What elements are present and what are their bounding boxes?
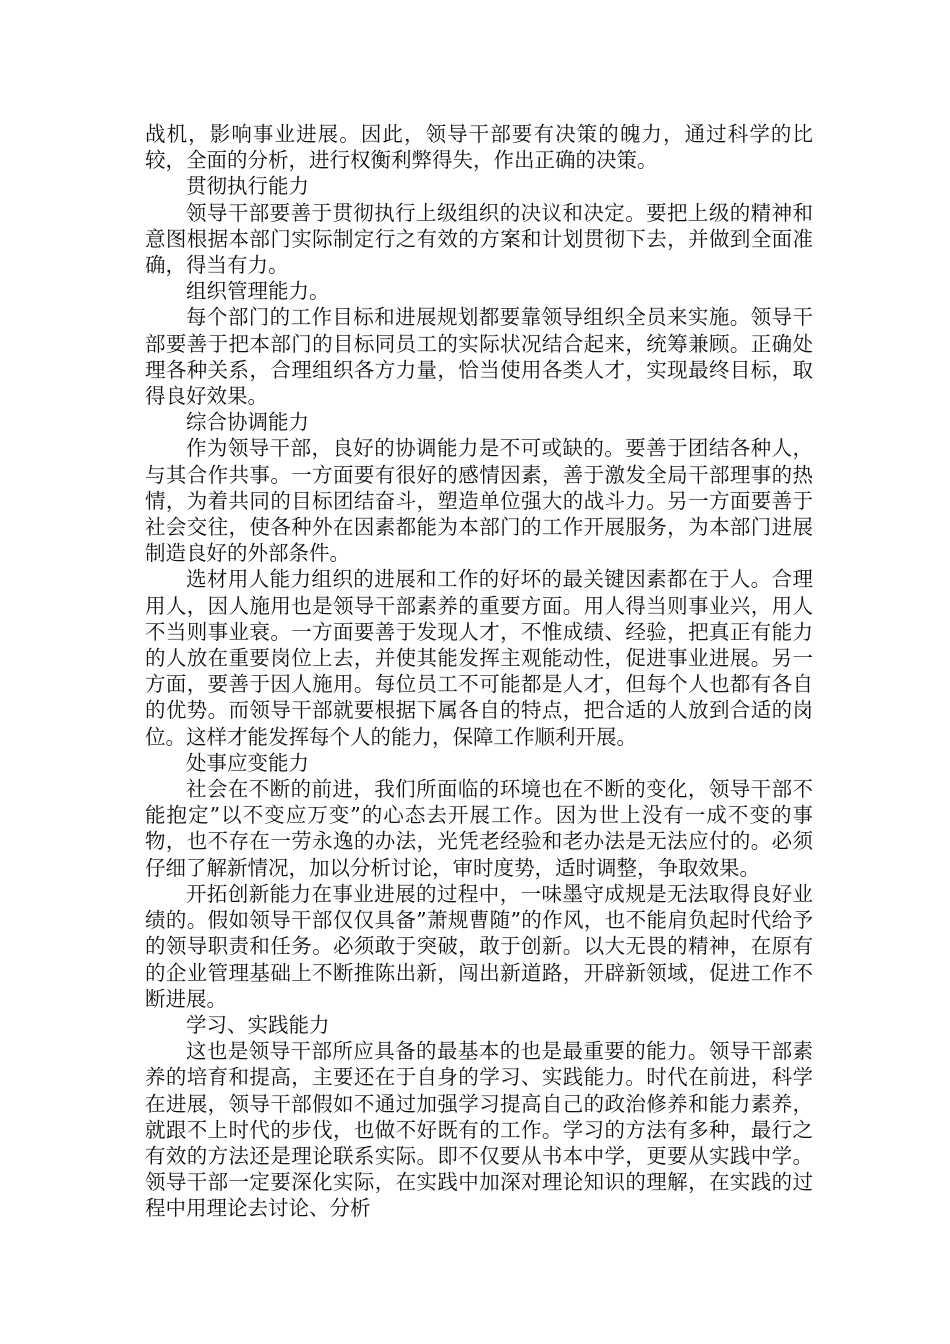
section-heading-adaptability: 处事应变能力 [186,750,309,775]
paragraph-learning: 这也是领导干部所应具备的最基本的也是最重要的能力。领导干部素养的培育和提高，主要还在于自身的学习、实践能力。时代在前进，科学在进展，领导干部假如不通过加强学习提高自己的政治修养和能力素养，就跟不上时代的步伐，也做不好既有的工作。学习的方法有多种，最行之有效的方法还是理论联系实际。即不仅要从书本中学，更要从实践中学。领导干部一定要深化实际，在实践中加深对理论知识的理解，在实践的过程中用理论去讨论、分析 [145,1039,813,1221]
paragraph-coordination: 作为领导干部，良好的协调能力是不可或缺的。要善于团结各种人，与其合作共事。一方面要有很好的感情因素，善于激发全局干部理事的热情，为着共同的目标团结奋斗，塑造单位强大的战斗力。另一方面要善于社会交往，使各种外在因素都能为本部门的工作开展服务，为本部门进展制造良好的外部条件。 [145,436,813,566]
paragraph-decision-continued: 战机，影响事业进展。因此，领导干部要有决策的魄力，通过科学的比较，全面的分析，进行权衡利弊得失，作出正确的决策。 [145,122,813,173]
paragraph-management: 每个部门的工作目标和进展规划都要靠领导组织全员来实施。领导干部要善于把本部门的目标同员工的实际状况结合起来，统筹兼顾。正确处理各种关系，合理组织各方力量，恰当使用各类人才，实现最终目标，取得良好效果。 [145,305,813,409]
paragraph-adaptability: 社会在不断的前进，我们所面临的环境也在不断的变化，领导干部不能抱定”以不变应万变”的心态去开展工作。因为世上没有一成不变的事物，也不存在一劳永逸的办法，光凭老经验和老办法是无法应付的。必须仔细了解新情况，加以分析讨论，审时度势，适时调整，争取效果。 [145,777,813,880]
paragraph-execution: 领导干部要善于贯彻执行上级组织的决议和决定。要把上级的精神和意图根据本部门实际制定行之有效的方案和计划贯彻下去，并做到全面准确，得当有力。 [145,200,813,278]
section-heading-execution: 贯彻执行能力 [186,174,309,199]
paragraph-innovation: 开拓创新能力在事业进展的过程中，一味墨守成规是无法取得良好业绩的。假如领导干部仅仅具备”萧规曹随”的作风，也不能肩负起时代给予的领导职责和任务。必须敢于突破，敢于创新。以大无畏的精神，在原有的企业管理基础上不断推陈出新，闯出新道路，开辟新领域，促进工作不断进展。 [145,881,813,1011]
section-heading-management: 组织管理能力。 [186,279,330,304]
paragraph-talent-selection: 选材用人能力组织的进展和工作的好坏的最关键因素都在于人。合理用人，因人施用也是领导干部素养的重要方面。用人得当则事业兴，用人不当则事业衰。一方面要善于发现人才，不惟成绩、经验，把真正有能力的人放在重要岗位上去，并使其能发挥主观能动性，促进事业进展。另一方面，要善于因人施用。每位员工不可能都是人才，但每个人也都有各自的优势。而领导干部就要根据下属各自的特点，把合适的人放到合适的岗位。这样才能发挥每个人的能力，保障工作顺利开展。 [145,567,813,749]
section-heading-coordination: 综合协调能力 [186,410,309,435]
document-page [145,121,813,1222]
section-heading-learning: 学习、实践能力 [186,1012,330,1037]
